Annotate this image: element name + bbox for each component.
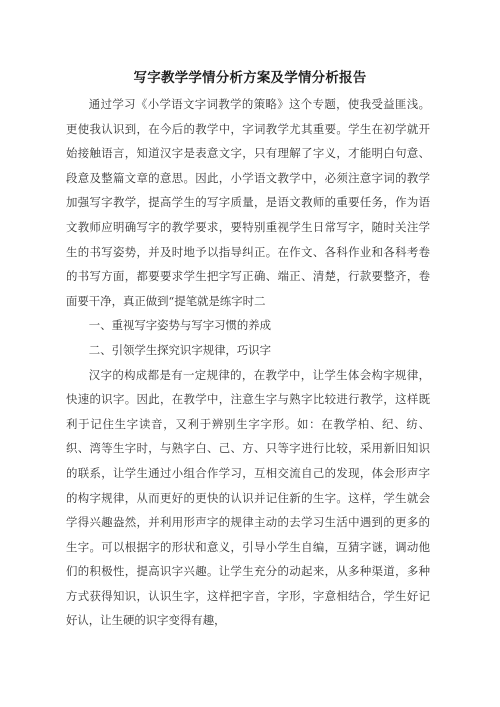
section-heading-1: 一、重视写字姿势与写字习惯的养成 xyxy=(88,318,272,333)
document-body xyxy=(66,92,430,633)
paragraph-intro: 通过学习《小学语文字词教学的策略》这个专题，使我受益匪浅。更使我认识到，在今后的教学中，字词教学尤其重要。学生在初学就开始接触语言，知道汉字是表意文字，只有理解了字义，才能明白句意、段意及整篇文章的意思。因此，小学语文教学中，必须注意字词的教学加强写字教学，提高学生的写字质量，是语文教师的重要任务，作为语文教师应明确写字的教学要求，要特别重视学生日常写字，随时关注学生的书写姿势，并及时地予以指导纠正。在作文、各科作业和各科考卷的书写方面，都要要求学生把字写正确、端正、清楚，行款要整齐，卷面要干净，真正做到“提笔就是练字时二 xyxy=(66,97,430,308)
document-title: 写字教学学情分析方案及学情分析报告 xyxy=(133,70,367,86)
section-heading-2: 二、引领学生探究识字规律，巧识字 xyxy=(88,342,272,357)
paragraph-literacy-rules: 汉字的构成都是有一定规律的，在教学中，让学生体会构字规律，快速的识字。因此，在教学中，注意生字与熟字比较进行教学，这样既利于记住生字读音，又利于辨别生字字形。如：在教学柏、纪、纺、织、湾等生字时，与熟字白、己、方、只等字进行比较，采用新旧知识的联系，让学生通过小组合作学习，互相交流自己的发现，体会形声字的构字规律，从而更好的更快的认识并记住新的生字。这样，学生就会学得兴趣盎然，并利用形声字的规律主动的去学习生活中遇到的更多的生字。可以根据字的形状和意义，引导小学生自编，互猜字谜，调动他们的积极性，提高识字兴趣。让学生充分的动起来，从多种渠道，多种方式获得知识，认识生字，这样把字音，字形，字意相结合，学生好记好认，让生硬的识字变得有趣， xyxy=(66,367,430,628)
